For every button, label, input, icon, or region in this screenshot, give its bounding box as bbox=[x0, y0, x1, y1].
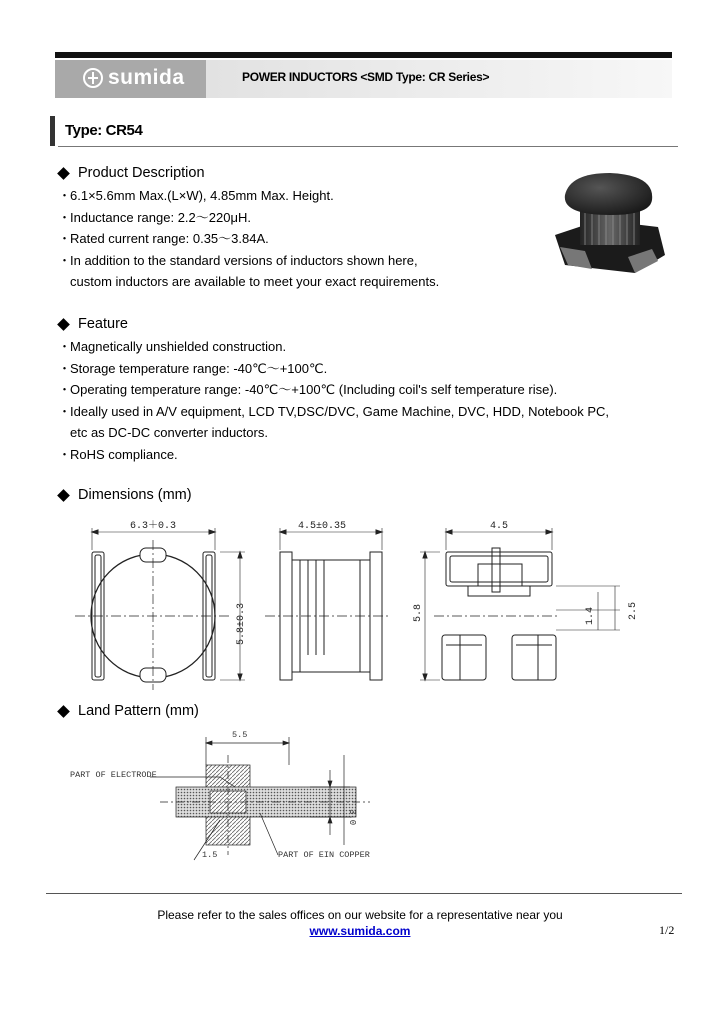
feature-heading-text: Feature bbox=[78, 316, 128, 332]
header-title: POWER INDUCTORS <SMD Type: CR Series> bbox=[242, 70, 490, 84]
end-view bbox=[420, 528, 620, 680]
dim-front-width: 6.3＋0.3 bbox=[130, 521, 177, 532]
list-item: ・Rated current range: 0.35～3.84A. bbox=[58, 231, 269, 246]
list-item: ・6.1×5.6mm Max.(L×W), 4.85mm Max. Height. bbox=[58, 188, 334, 203]
diamond-bullet-icon bbox=[57, 318, 70, 331]
list-item: ・Storage temperature range: -40℃～+100℃. bbox=[58, 360, 328, 376]
list-item: custom inductors are available to meet your exact requirements. bbox=[70, 274, 440, 289]
dim-front-height: 5.8±0.3 bbox=[236, 602, 247, 645]
list-item: ・RoHS compliance. bbox=[58, 446, 178, 462]
section-heading-feature bbox=[56, 316, 128, 332]
section-heading-land bbox=[56, 703, 199, 719]
footer-note: Please refer to the sales offices on our website for a representative near you bbox=[157, 908, 563, 922]
list-item: ・Operating temperature range: -40℃～+100℃ (Including coil's self temperature rise). bbox=[58, 382, 558, 397]
sumida-logo-icon bbox=[82, 67, 104, 89]
section-heading-description bbox=[56, 165, 205, 181]
dim-end-d1: 1.4 bbox=[585, 606, 596, 625]
dimensions-heading-text: Dimensions (mm) bbox=[78, 487, 192, 503]
dim-end-width: 4.5 bbox=[490, 521, 509, 532]
header-top-rule bbox=[55, 52, 672, 58]
land-pattern-drawing bbox=[60, 725, 400, 870]
footer-rule bbox=[46, 893, 682, 894]
type-bar-accent bbox=[50, 116, 55, 146]
land-height-label: 3.0 bbox=[347, 809, 357, 826]
type-label: Type: CR54 bbox=[65, 122, 143, 139]
land-electrode-label: PART OF ELECTRODE bbox=[70, 770, 157, 780]
land-width-label: 5.5 bbox=[232, 730, 248, 740]
brand-name: sumida bbox=[108, 66, 185, 89]
description-heading-text: Product Description bbox=[78, 165, 205, 181]
list-item: ・Inductance range: 2.2～220μH. bbox=[58, 209, 251, 225]
land-heading-text: Land Pattern (mm) bbox=[78, 703, 199, 719]
page-number: 1/2 bbox=[659, 923, 675, 937]
list-item: ・In addition to the standard versions of inductors shown here, bbox=[58, 252, 418, 268]
dim-end-d2: 2.5 bbox=[628, 601, 639, 620]
type-underline bbox=[58, 146, 678, 147]
sumida-logo bbox=[82, 63, 212, 93]
side-view bbox=[265, 528, 390, 680]
section-heading-dimensions bbox=[56, 487, 192, 503]
dimensions-drawing bbox=[60, 510, 640, 695]
land-gap-label: 1.5 bbox=[202, 850, 218, 860]
feature-list bbox=[58, 336, 609, 465]
diamond-bullet-icon bbox=[57, 167, 70, 180]
list-item: ・Magnetically unshielded construction. bbox=[58, 339, 287, 354]
inductor-product-photo bbox=[540, 165, 670, 280]
dim-side-width: 4.5±0.35 bbox=[298, 521, 347, 532]
list-item: ・Ideally used in A/V equipment, LCD TV,DSC/DVC, Game Machine, DVC, HDD, Notebook PC, bbox=[58, 403, 610, 419]
website-link[interactable]: www.sumida.com bbox=[309, 924, 411, 938]
land-copper-label: PART OF EIN COPPER bbox=[278, 850, 370, 860]
list-item: etc as DC-DC converter inductors. bbox=[70, 425, 268, 440]
front-view bbox=[75, 528, 245, 690]
dim-end-height: 5.8 bbox=[413, 603, 424, 622]
description-list bbox=[58, 185, 439, 293]
diamond-bullet-icon bbox=[57, 705, 70, 718]
diamond-bullet-icon bbox=[57, 489, 70, 502]
